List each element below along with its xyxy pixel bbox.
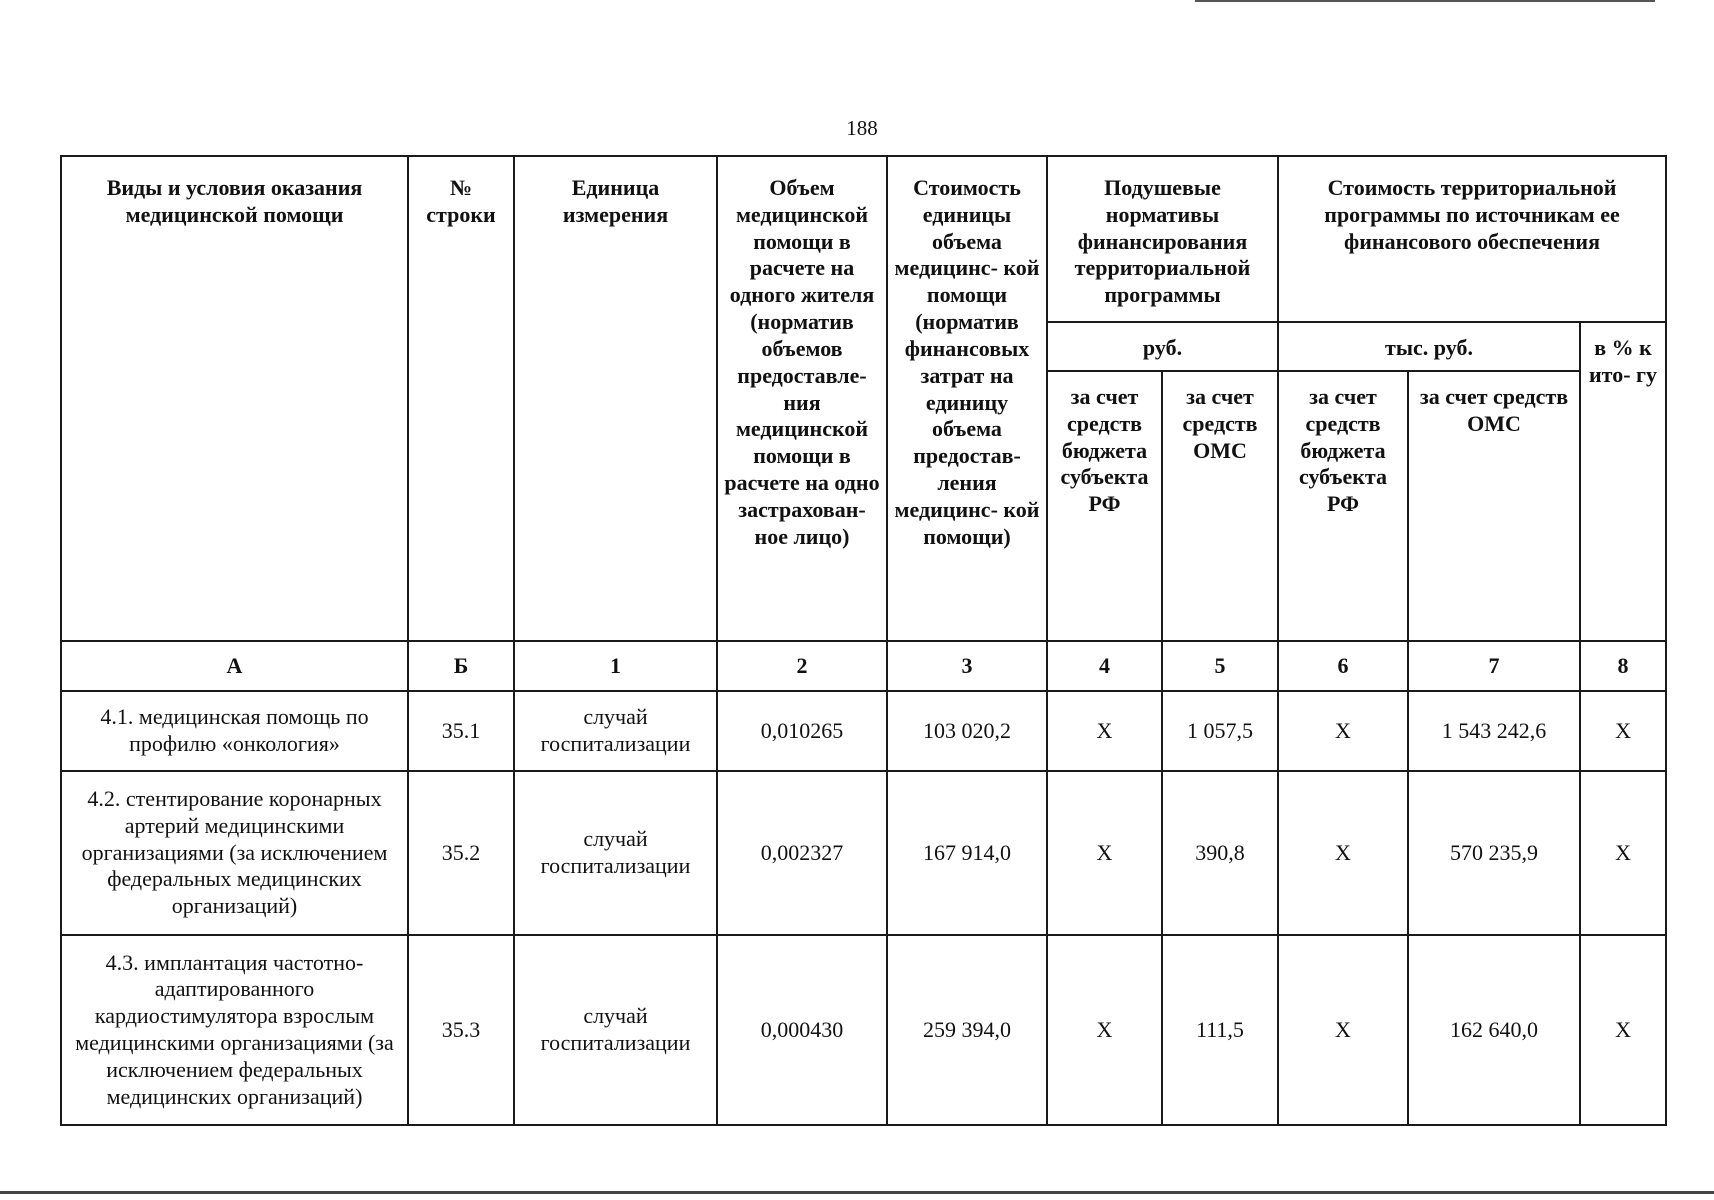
header-group-per-capita: Подушевые нормативы финансирования территориальной программы	[1047, 156, 1278, 322]
header-percent-total: в % к ито- гу	[1580, 322, 1666, 641]
column-letter: 3	[887, 641, 1047, 691]
row-oms-total: 162 640,0	[1408, 935, 1580, 1125]
row-name: 4.3. имплантация частотно-адаптированного кардиостимулятора взрослым медицинскими организациями (за исключением федеральных медицинских организаций)	[61, 935, 408, 1125]
row-unit-cost: 167 914,0	[887, 771, 1047, 935]
row-budget-total: Х	[1278, 935, 1408, 1125]
column-letters-row	[61, 641, 1666, 691]
row-unit-cost: 259 394,0	[887, 935, 1047, 1125]
row-oms-total: 1 543 242,6	[1408, 691, 1580, 771]
row-percent: Х	[1580, 771, 1666, 935]
column-letter: 1	[514, 641, 717, 691]
column-letter: 7	[1408, 641, 1580, 691]
column-letter: А	[61, 641, 408, 691]
row-budget-per-capita: Х	[1047, 691, 1162, 771]
column-letter: 6	[1278, 641, 1408, 691]
row-line-number: 35.1	[408, 691, 514, 771]
row-unit: случай госпитализации	[514, 771, 717, 935]
row-oms-total: 570 235,9	[1408, 771, 1580, 935]
header-unit: Единица измерения	[514, 156, 717, 641]
scan-edge-bottom	[0, 1191, 1714, 1194]
column-letter: 8	[1580, 641, 1666, 691]
row-oms-per-capita: 111,5	[1162, 935, 1278, 1125]
header-activity-type: Виды и условия оказания медицинской помощи	[61, 156, 408, 641]
row-unit: случай госпитализации	[514, 691, 717, 771]
column-letter: 2	[717, 641, 887, 691]
row-budget-per-capita: Х	[1047, 935, 1162, 1125]
row-oms-per-capita: 1 057,5	[1162, 691, 1278, 771]
header-group-program-cost: Стоимость территориальной программы по источникам ее финансового обеспечения	[1278, 156, 1666, 322]
financing-table	[60, 155, 1667, 1126]
column-letter: 5	[1162, 641, 1278, 691]
row-volume: 0,002327	[717, 771, 887, 935]
header-oms-per-capita: за счет средств ОМС	[1162, 371, 1278, 641]
row-oms-per-capita: 390,8	[1162, 771, 1278, 935]
table-row	[61, 935, 1666, 1125]
header-budget-total: за счет средств бюджета субъекта РФ	[1278, 371, 1408, 641]
header-oms-total: за счет средств ОМС	[1408, 371, 1580, 641]
row-percent: Х	[1580, 935, 1666, 1125]
header-unit-rub: руб.	[1047, 322, 1278, 371]
table-row	[61, 691, 1666, 771]
row-volume: 0,000430	[717, 935, 887, 1125]
row-unit: случай госпитализации	[514, 935, 717, 1125]
row-name: 4.2. стентирование коронарных артерий медицинскими организациями (за исключением федеральных медицинских организаций)	[61, 771, 408, 935]
row-volume: 0,010265	[717, 691, 887, 771]
table-row	[61, 771, 1666, 935]
header-unit-cost: Стоимость единицы объема медицинс- кой помощи (норматив финансовых затрат на единицу объема предостав- ления медицинс- кой помощи)	[887, 156, 1047, 641]
page-number: 188	[846, 116, 878, 140]
header-unit-thousand-rub: тыс. руб.	[1278, 322, 1580, 371]
row-unit-cost: 103 020,2	[887, 691, 1047, 771]
row-line-number: 35.3	[408, 935, 514, 1125]
column-letter: Б	[408, 641, 514, 691]
header-budget-per-capita: за счет средств бюджета субъекта РФ	[1047, 371, 1162, 641]
row-line-number: 35.2	[408, 771, 514, 935]
scan-edge-top	[1195, 0, 1655, 2]
header-volume: Объем медицинской помощи в расчете на одного жителя (норматив объемов предоставле- ния медицинской помощи в расчете на одно застрахован- ное лицо)	[717, 156, 887, 641]
row-name: 4.1. медицинская помощь по профилю «онкология»	[61, 691, 408, 771]
header-line-number: № строки	[408, 156, 514, 641]
row-budget-total: Х	[1278, 771, 1408, 935]
row-budget-total: Х	[1278, 691, 1408, 771]
row-percent: Х	[1580, 691, 1666, 771]
column-letter: 4	[1047, 641, 1162, 691]
row-budget-per-capita: Х	[1047, 771, 1162, 935]
